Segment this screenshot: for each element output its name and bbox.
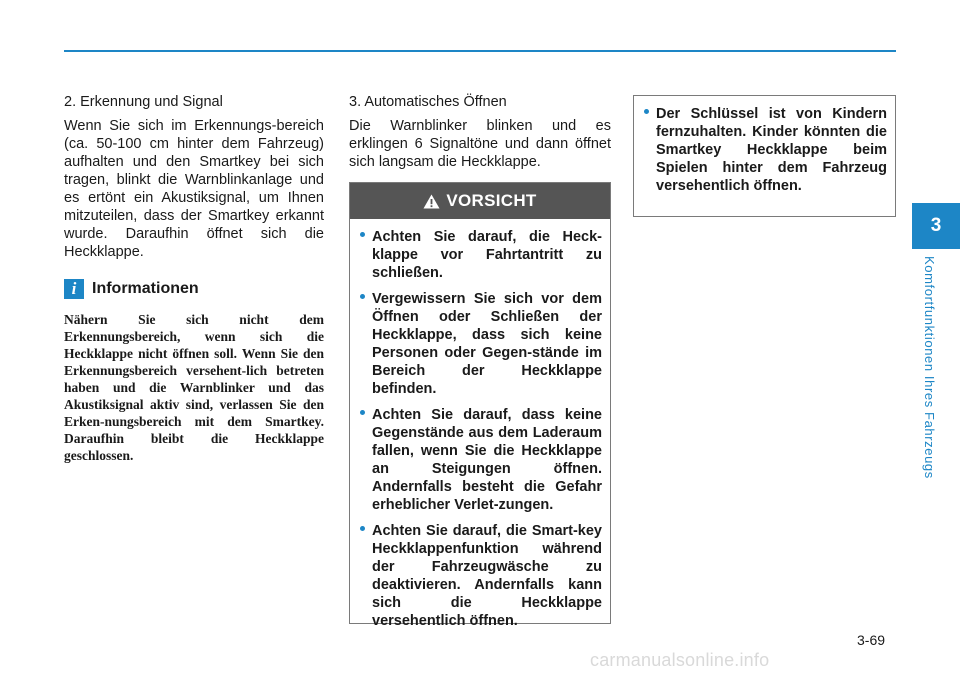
caution-item-text: Vergewissern Sie sich vor dem Öffnen oder Schließen der Heckklappe, dass sich keine Personen oder Gegen-stände im Bereich der Heckklappe befinden. (372, 291, 602, 397)
caution-label: VORSICHT (446, 191, 537, 210)
top-rule (64, 50, 896, 52)
middle-column (349, 93, 611, 171)
bullet-dot-icon (360, 232, 365, 237)
info-title: Informationen (92, 280, 199, 297)
caution-item (359, 290, 602, 398)
caution-item-text: Achten Sie darauf, die Smart-key Heckklappenfunktion während der Fahrzeugwäsche zu deaktivieren. Andernfalls kann sich die Heckklappe versehentlich öffnen. (372, 523, 602, 629)
left-column (64, 93, 324, 464)
caution-item (359, 522, 602, 630)
caution-item (359, 228, 602, 282)
auto-open-paragraph: Die Warnblinker blinken und es erklingen 6 Signaltöne und dann öffnet sich langsam die Heckklappe. (349, 118, 611, 170)
caution-item-text: Achten Sie darauf, die Heck-klappe vor Fahrtantritt zu schließen. (372, 229, 602, 281)
chapter-title: Komfortfunktionen Ihres Fahrzeugs (922, 256, 937, 479)
caution-item (359, 406, 602, 514)
info-header (64, 279, 324, 299)
bullet-dot-icon (360, 294, 365, 299)
section-heading-signal: 2. Erkennung und Signal (64, 94, 223, 110)
info-icon: i (64, 279, 84, 299)
note-item (643, 105, 887, 195)
chapter-tab (912, 203, 960, 249)
caution-header (350, 183, 610, 219)
caution-box (349, 182, 611, 629)
bullet-dot-icon (360, 410, 365, 415)
note-box (633, 95, 896, 217)
signal-paragraph: Wenn Sie sich im Erkennungs-bereich (ca. 50-100 cm hinter dem Fahrzeug) aufhalten und den Smartkey bei sich tragen, blinkt die Warnblinkanlage und es ertönt ein Akustiksignal, um Ihnen mitzuteilen, dass der Smartkey erkannt wurde. Daraufhin öffnet sich die Heckklappe. (64, 118, 324, 260)
warning-triangle-icon (423, 194, 440, 209)
caution-list (350, 219, 610, 630)
page-number: 3-69 (857, 632, 886, 648)
bullet-dot-icon (360, 526, 365, 531)
info-text: Nähern Sie sich nicht dem Erkennungsbereich, wenn sich die Heckklappe nicht öffnen soll. Wenn Sie den Erkennungsbereich versehent-lich betreten haben und die Warnblinker und das Akustiksignal aktiv sind, verlassen Sie den Erken-nungsbereich mit dem Smartkey. Daraufhin bleibt die Heckklappe geschlossen. (64, 312, 324, 463)
section-heading-auto-open: 3. Automatisches Öffnen (349, 94, 507, 110)
watermark: carmanualsonline.info (590, 650, 770, 670)
chapter-number: 3 (930, 215, 942, 236)
bullet-dot-icon (644, 109, 649, 114)
caution-item-text: Achten Sie darauf, dass keine Gegenstände aus dem Laderaum fallen, wenn Sie die Heckklappe an Steigungen öffnen. Andernfalls besteht die Gefahr erheblicher Verlet-zungen. (372, 407, 602, 513)
note-list (634, 96, 895, 195)
note-item-text: Der Schlüssel ist von Kindern fernzuhalten. Kinder könnten die Smartkey Heckklappe beim Spielen hinter dem Fahrzeug versehentlich öffnen. (656, 106, 887, 194)
